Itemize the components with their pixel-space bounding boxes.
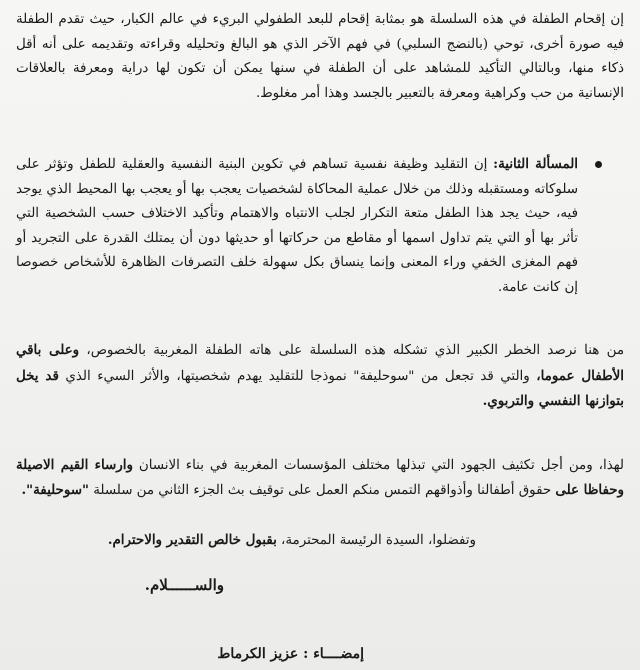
- closing-bold: بقبول خالص التقدير والاحترام.: [107, 531, 277, 548]
- signature-line: إمضــــاء : عزيز الكرماط: [217, 645, 364, 662]
- salutation: والســــــلام.: [144, 575, 224, 594]
- point-two-body: إن التقليد وظيفة نفسية تساهم في تكوين البنية النفسية والعقلية للطفل وتؤثر على سلوكاته ومستقبله وذلك من خلال عملية المحاكاة لشخصيات يعجب بها أو يعجب بها المحيط الذي يوجد فيه، حيث يجد هذا الطفل متعة التكرار لجلب الانتباه والاهتمام وتأكيد الاختلاف حسب الشخصية التي تأثر بها أو التي يتم تداول اسمها أو مقاطع من حركاتها أو حديثها دون أن يمتلك القدرة على التجريد أو فهم المغزى الخفي وراء المعنى وإنما ينساق بكل سهولة خلف التصرفات الظاهرة للأشخاص خصوصا إن كانت عامة.: [16, 157, 578, 295]
- paragraph-danger-text-2: والتي قد تجعل من "سوحليفة" نموذجا للتقليد يهدم شخصيتها، والأثر السيء الذي: [58, 368, 537, 384]
- paragraph-intro: إن إقحام الطفلة في هذه السلسلة هو بمثابة إقحام للبعد الطفولي البريء في عالم الكبار، حيث تقدم الطفلة فيه صورة أخرى، توحي (بالنضج السلبي) في فهم الآخر الذي هو البالغ وتحليله وقراءته وتقديمه على أنه أقل ذكاء منها، وبالتالي التأكيد للمشاهد على أن الطفلة في سنها يمكن أن تكون لها دراية ومعرفة بالعلاقات الإنسانية من حب وكراهية ومعرفة بالتعبير بالجسد وهذا أمر مغلوط.: [16, 12, 624, 101]
- paragraph-request-text: لهذا، ومن أجل تكثيف الجهود التي تبذلها مختلف المؤسسات المغربية في بناء الانسان: [132, 457, 624, 473]
- paragraph-request: [16, 453, 624, 504]
- point-two-title: المسألة الثانية:: [493, 156, 578, 172]
- point-two-paragraph: [16, 152, 578, 300]
- paragraph-danger-bold-1: وعلى باقي الأطفال عموما،: [16, 342, 624, 384]
- paragraph-danger-text: من هنا نرصد الخطر الكبير الذي تشكله هذه السلسلة على هاته الطفلة المغربية بالخصوص،: [79, 343, 624, 358]
- closing-line: [16, 532, 624, 548]
- bullet-icon: [595, 161, 602, 168]
- paragraph-danger-bold-2: قد يخل بتوازنها النفسي والتربوي.: [16, 367, 624, 409]
- paragraph-danger: [16, 338, 624, 415]
- closing-text: وتفضلوا، السيدة الرئيسة المحترمة،: [276, 532, 476, 548]
- paragraph-request-text-2: حقوق أطفالنا وأذواقهم التمس منكم العمل على توقيف بث الجزء الثاني من سلسلة: [88, 483, 556, 498]
- point-two: [16, 152, 624, 300]
- paragraph-request-bold-2: "سوحليفة".: [21, 482, 89, 498]
- paragraph-request-bold-1: وارساء القيم الاصيلة وحفاظا على: [16, 456, 624, 498]
